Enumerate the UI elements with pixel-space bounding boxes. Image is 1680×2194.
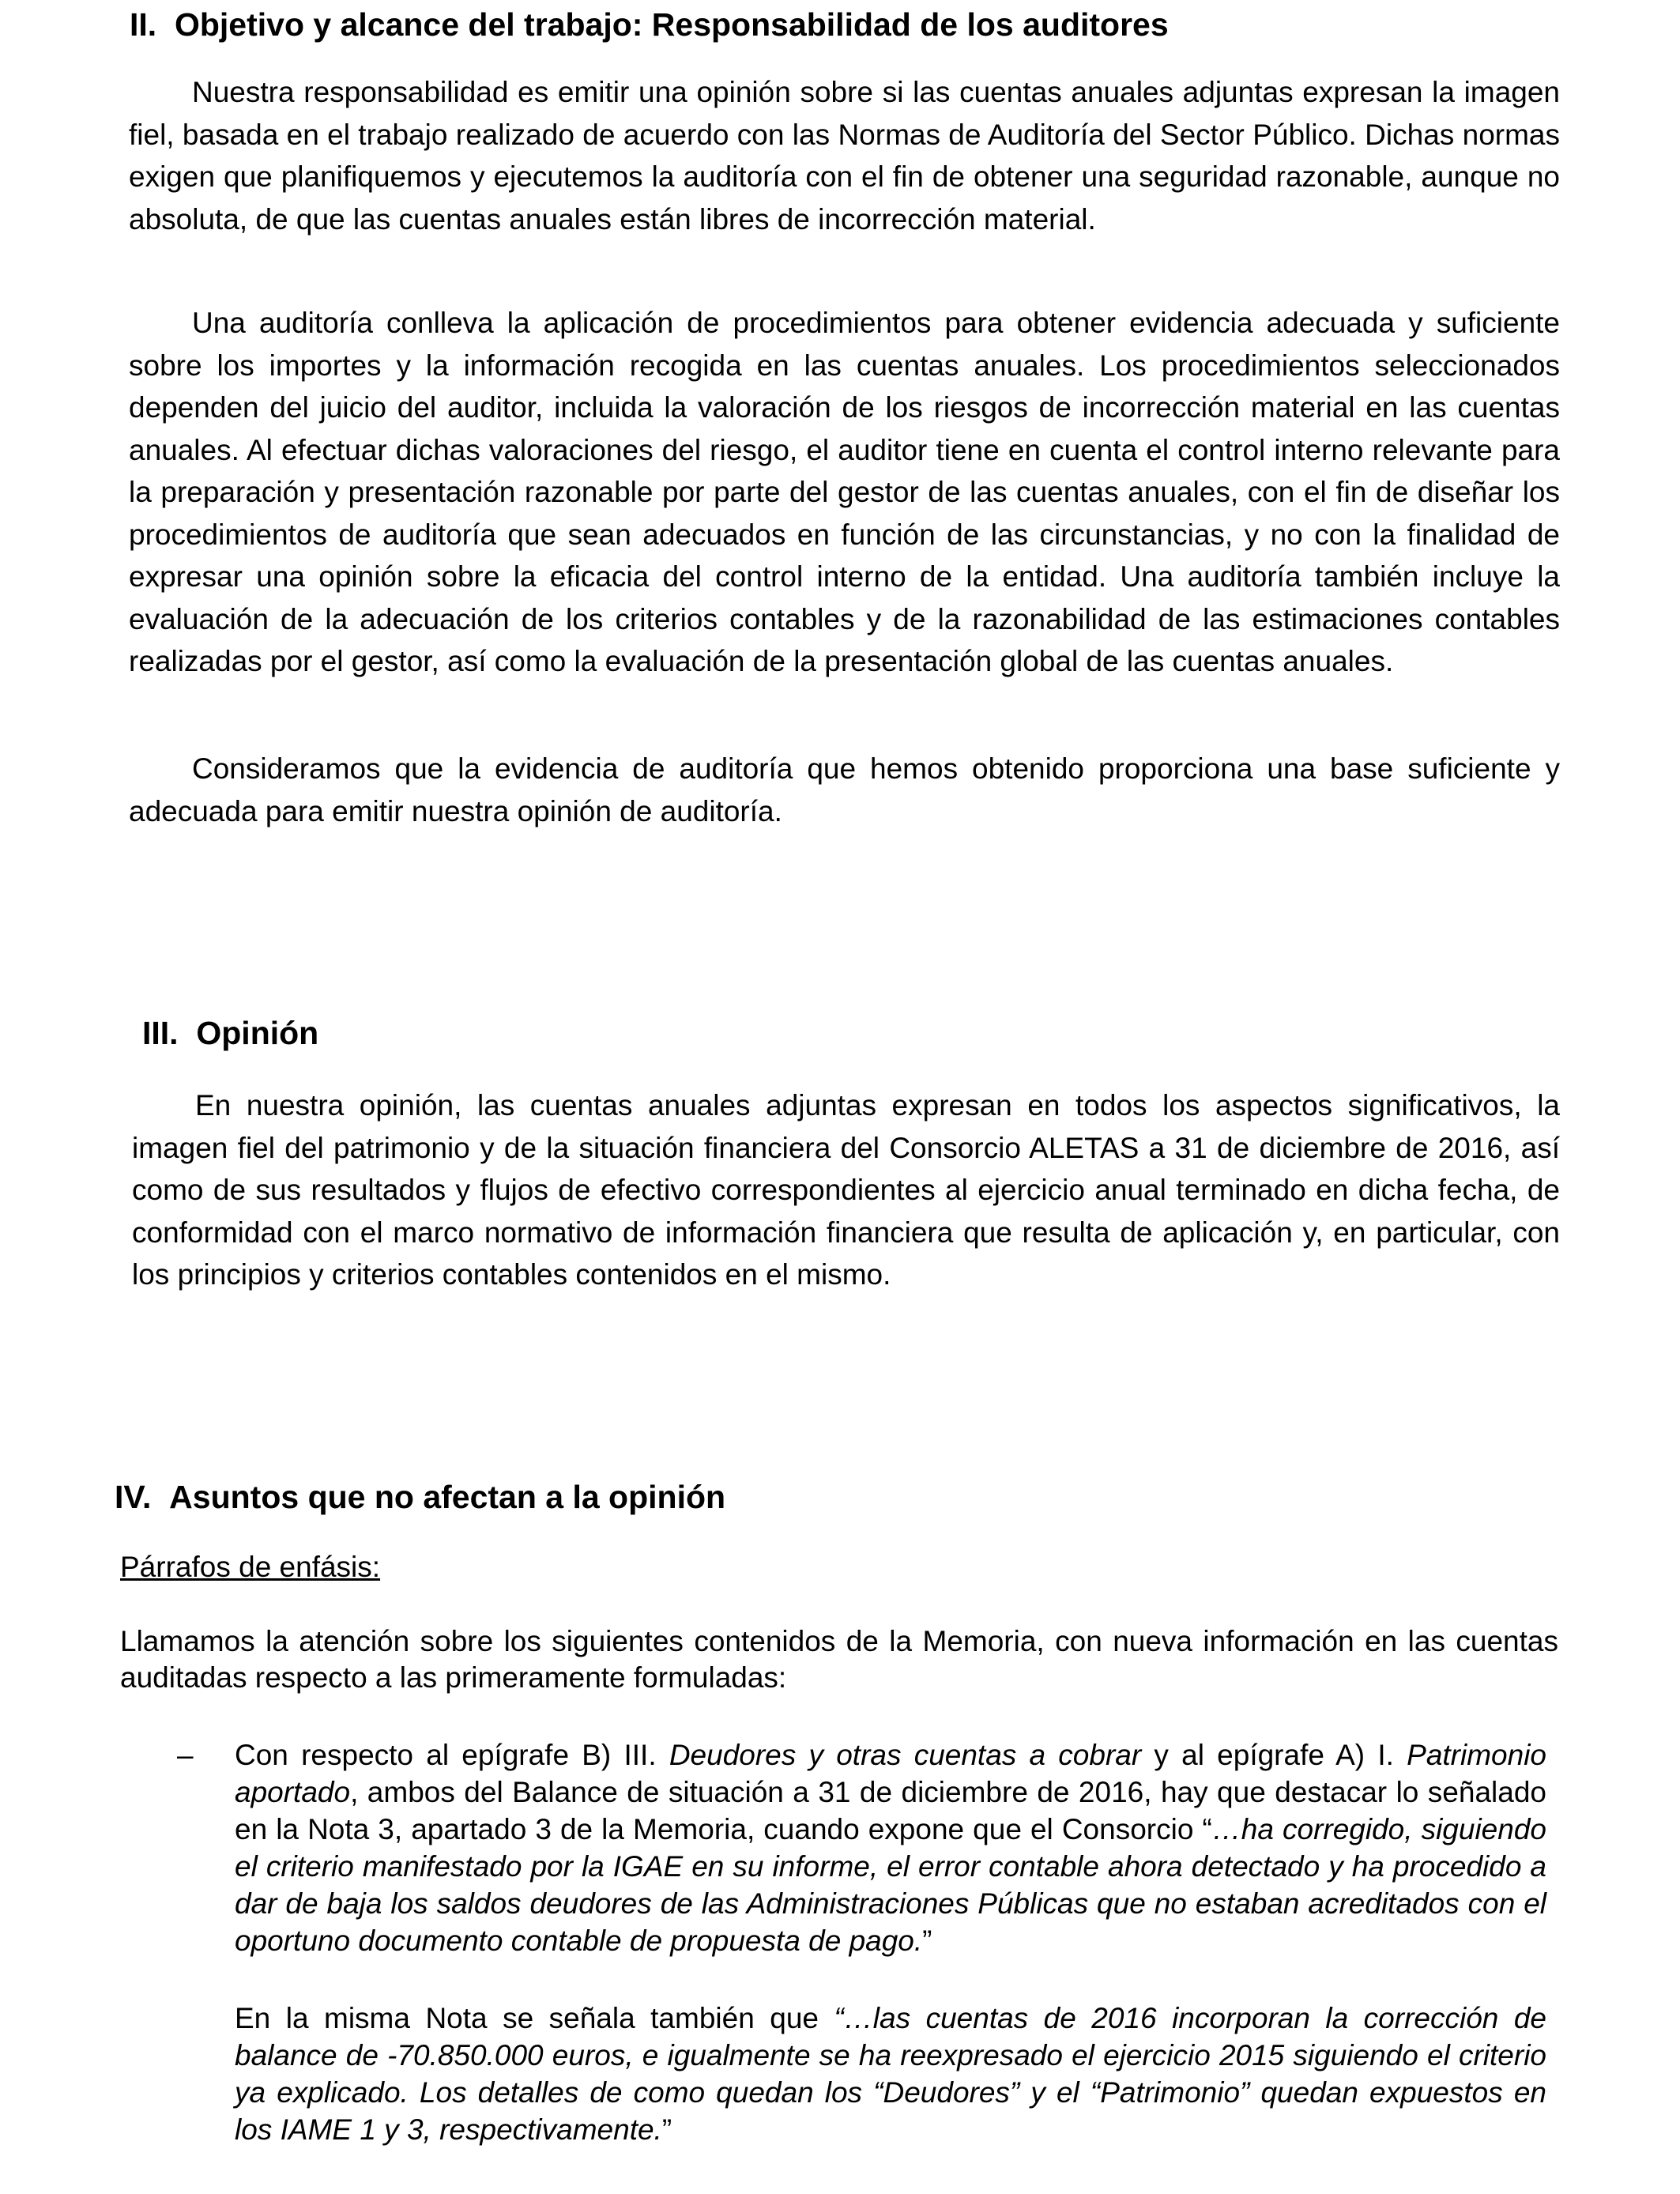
bullet-1-cont-part-1: En la misma Nota se señala también que [235, 2002, 834, 2034]
section-iii-heading [142, 1013, 318, 1053]
section-iv-subheading [120, 1547, 1558, 1587]
section-iv-number: IV. [115, 1479, 152, 1515]
section-iii-title: Opinión [196, 1015, 319, 1051]
bullet-1-cont-part-2: ” [661, 2113, 672, 2146]
bullet-1-text [235, 1736, 1546, 1959]
section-iv-title: Asuntos que no afectan a la opinión [169, 1479, 726, 1515]
bullet-1-italic-2: Patrimonio aportado [235, 1739, 1546, 1808]
section-ii-heading [130, 5, 1169, 44]
section-iii-number: III. [142, 1015, 179, 1051]
bullet-1-italic-1: Deudores y otras cuentas a cobrar [669, 1739, 1142, 1771]
section-ii-paragraph-2: Una auditoría conlleva la aplicación de procedimientos para obtener evidencia adecuada y suficiente sobre los importes y la información recogida en las cuentas anuales. Los procedimientos seleccionados dependen del juicio del auditor, incluida la valoración de los riesgos de incorrección material en las cuentas anuales. Al efectuar dichas valoraciones del riesgo, el auditor tiene en cuenta el control interno relevante para la preparación y presentación razonable por parte del gestor de las cuentas anuales, con el fin de diseñar los procedimientos de auditoría que sean adecuados en función de las circunstancias, y no con la finalidad de expresar una opinión sobre la eficacia del control interno de la entidad. Una auditoría también incluye la evaluación de la adecuación de los criterios contables y de la razonabilidad de las estimaciones contables realizadas por el gestor, así como la evaluación de la presentación global de las cuentas anuales. [129, 307, 1560, 677]
bullet-1-part-1: Con respecto al epígrafe B) III. [235, 1739, 669, 1771]
bullet-dash: – [177, 1739, 194, 1771]
section-iv-heading [115, 1477, 725, 1517]
bullet-1-part-2: y al epígrafe A) I. [1141, 1739, 1407, 1771]
section-ii-number: II. [130, 6, 157, 43]
bullet-1-part-3: , ambos del Balance de situación a 31 de diciembre de 2016, hay que destacar lo señalado en la Nota 3, apartado 3 de la Memoria, cuando expone que el Consorcio “ [235, 1776, 1546, 1845]
bullet-1-italic-3: …ha corregido, siguiendo el criterio manifestado por la IGAE en su informe, el error contable ahora detectado y ha procedido a dar de baja los saldos deudores de las Administraciones Públicas que no estaban acreditados con el oportuno documento contable de propuesta de pago. [235, 1813, 1546, 1957]
section-ii-paragraph-3: Consideramos que la evidencia de auditoría que hemos obtenido proporciona una base suficiente y adecuada para emitir nuestra opinión de auditoría. [129, 752, 1560, 827]
emphasis-subheading-label: Párrafos de enfásis: [120, 1551, 381, 1583]
bullet-1-continuation [235, 2000, 1546, 2148]
section-ii-title: Objetivo y alcance del trabajo: Responsabilidad de los auditores [174, 6, 1169, 43]
section-ii-paragraph-1: Nuestra responsabilidad es emitir una opinión sobre si las cuentas anuales adjuntas expresan la imagen fiel, basada en el trabajo realizado de acuerdo con las Normas de Auditoría del Sector Público. Dichas normas exigen que planifiquemos y ejecutemos la auditoría con el fin de obtener una seguridad razonable, aunque no absoluta, de que las cuentas anuales están libres de incorrección material. [129, 76, 1560, 236]
bullet-1-cont-italic-1: “…las cuentas de 2016 incorporan la corrección de balance de -70.850.000 euros, e igualmente se ha reexpresado el ejercicio 2015 siguiendo el criterio ya explicado. Los detalles de como quedan los “Deudores” y el “Patrimonio” quedan expuestos en los IAME 1 y 3, respectivamente. [235, 2002, 1546, 2146]
section-iii-paragraph: En nuestra opinión, las cuentas anuales adjuntas expresan en todos los aspectos significativos, la imagen fiel del patrimonio y de la situación financiera del Consorcio ALETAS a 31 de diciembre de 2016, así como de sus resultados y flujos de efectivo correspondientes al ejercicio anual terminado en dicha fecha, de conformidad con el marco normativo de información financiera que resulta de aplicación y, en particular, con los principios y criterios contables contenidos en el mismo. [132, 1089, 1560, 1291]
bullet-1-part-4: ” [922, 1924, 932, 1957]
section-iv-intro: Llamamos la atención sobre los siguientes contenidos de la Memoria, con nueva información en las cuentas auditadas respecto a las primeramente formuladas: [120, 1625, 1558, 1694]
